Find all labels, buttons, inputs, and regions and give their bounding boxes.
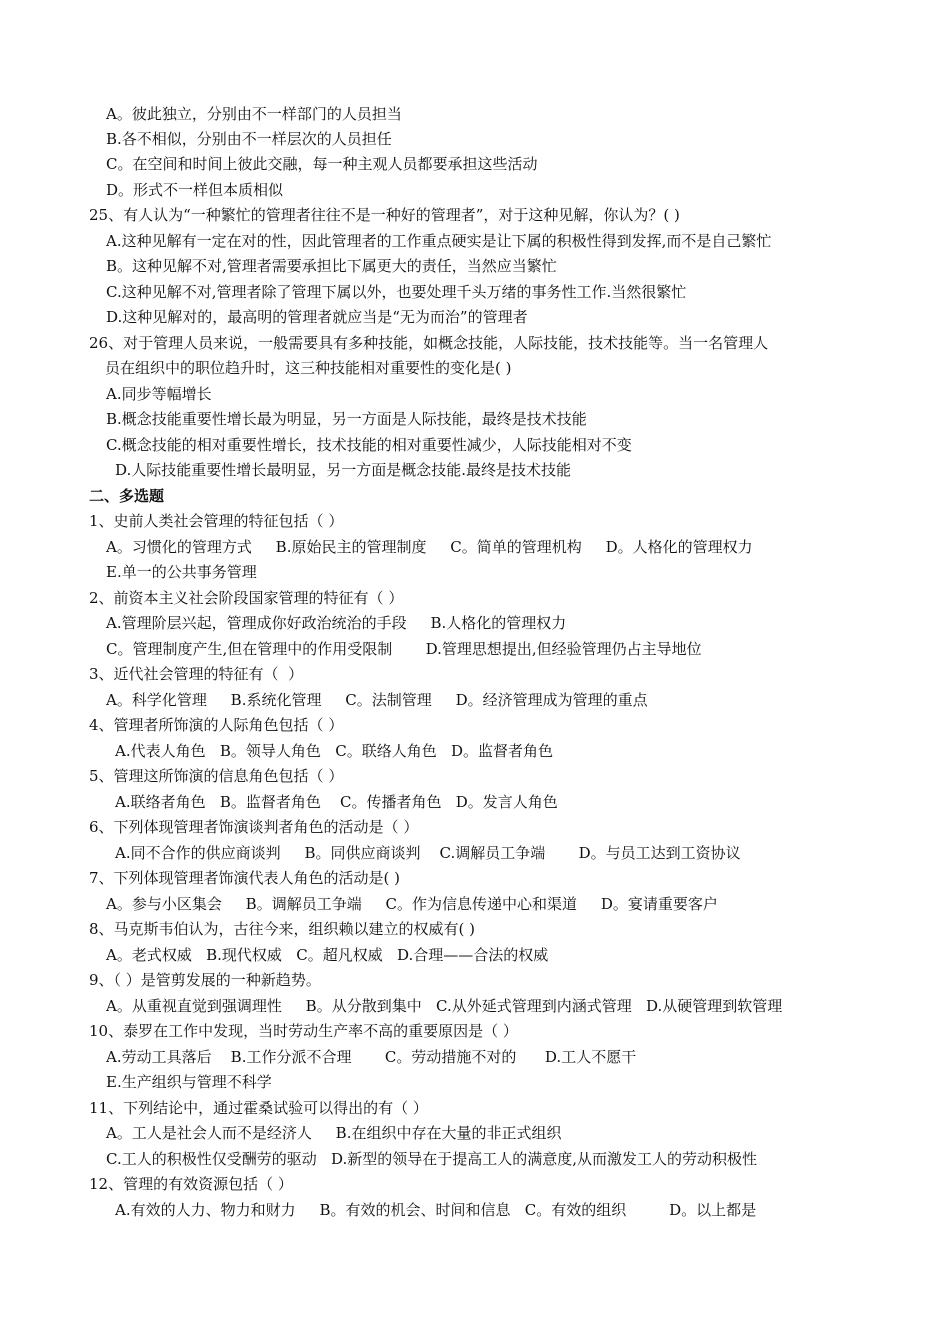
mc-question-9: 9、（ ）是管剪发展的一种新趋势。 xyxy=(89,971,321,989)
q24-option-a: A。彼此独立，分别由不一样部门的人员担当 xyxy=(106,105,402,123)
mc2-options-ab: A.管理阶层兴起，管理成你好政治统治的手段 B.人格化的管理权力 xyxy=(106,614,567,632)
mc3-options: A。科学化管理 B.系统化管理 C。法制管理 D。经济管理成为管理的重点 xyxy=(106,691,648,709)
q25-option-b: B。这种见解不对,管理者需要承担比下属更大的责任，当然应当繁忙 xyxy=(106,257,557,275)
q24-option-d: D。形式不一样但本质相似 xyxy=(106,181,284,199)
mc10-options: A.劳动工具落后 B.工作分派不合理 C。劳动措施不对的 D.工人不愿干 xyxy=(106,1048,637,1066)
q25-option-d: D.这种见解对的，最高明的管理者就应当是“无为而治”的管理者 xyxy=(106,308,528,326)
mc10-option-e: E.生产组织与管理不科学 xyxy=(106,1073,272,1091)
q24-option-b: B.各不相似，分别由不一样层次的人员担任 xyxy=(106,130,392,148)
mc-question-4: 4、管理者所饰演的人际角色包括（ ） xyxy=(89,716,344,734)
mc11-options-ab: A。工人是社会人而不是经济人 B.在组织中存在大量的非正式组织 xyxy=(106,1124,562,1142)
mc-question-10: 10、泰罗在工作中发现，当时劳动生产率不高的重要原因是（ ） xyxy=(89,1022,518,1040)
q24-option-c: C。在空间和时间上彼此交融，每一种主观人员都要承担这些活动 xyxy=(106,155,538,173)
q26-option-d: D.人际技能重要性增长最明显，另一方面是概念技能.最终是技术技能 xyxy=(115,461,572,479)
mc1-option-e: E.单一的公共事务管理 xyxy=(106,563,257,581)
mc1-options: A。习惯化的管理方式 B.原始民主的管理制度 C。简单的管理机构 D。人格化的管理权力 xyxy=(106,538,753,556)
mc7-options: A。参与小区集会 B。调解员工争端 C。作为信息传递中心和渠道 D。宴请重要客户 xyxy=(106,895,718,913)
mc-question-12: 12、管理的有效资源包括（ ） xyxy=(89,1175,293,1193)
q25-option-c: C.这种见解不对,管理者除了管理下属以外，也要处理千头万绪的事务性工作.当然很繁忙 xyxy=(106,283,687,301)
mc5-options: A.联络者角色 B。监督者角色 C。传播者角色 D。发言人角色 xyxy=(115,793,558,811)
mc9-options: A。从重视直觉到强调理性 B。从分散到集中 C.从外延式管理到内涵式管理 D.从硬管理到软管理 xyxy=(106,997,783,1015)
q25-option-a: A.这种见解有一定在对的性，因此管理者的工作重点硬实是让下属的积极性得到发挥,而不是自己繁忙 xyxy=(106,232,772,250)
mc-question-1: 1、史前人类社会管理的特征包括（ ） xyxy=(89,512,344,530)
mc-question-2: 2、前资本主义社会阶段国家管理的特征有（ ） xyxy=(89,589,404,607)
mc8-options: A。老式权威 B.现代权威 C。超凡权威 D.合理——合法的权威 xyxy=(106,946,549,964)
q26-option-b: B.概念技能重要性增长最为明显，另一方面是人际技能，最终是技术技能 xyxy=(106,410,587,428)
mc-question-11: 11、下列结论中，通过霍桑试验可以得出的有（ ） xyxy=(89,1099,428,1117)
mc-question-5: 5、管理这所饰演的信息角色包括（ ） xyxy=(89,767,344,785)
question-26-continued: 员在组织中的职位趋升时，这三种技能相对重要性的变化是( ) xyxy=(105,359,512,377)
q26-option-a: A.同步等幅增长 xyxy=(106,385,212,403)
mc-question-6: 6、下列体现管理者饰演谈判者角色的活动是（ ） xyxy=(89,818,419,836)
mc-question-7: 7、下列体现管理者饰演代表人角色的活动是( ) xyxy=(89,869,401,887)
question-26: 26、对于管理人员来说，一般需要具有多种技能，如概念技能，人际技能，技术技能等。当一名管理人 xyxy=(89,334,769,352)
mc2-options-cd: C。管理制度产生,但在管理中的作用受限制 D.管理思想提出,但经验管理仍占主导地位 xyxy=(106,640,702,658)
mc4-options: A.代表人角色 B。领导人角色 C。联络人角色 D。监督者角色 xyxy=(115,742,554,760)
mc-question-3: 3、近代社会管理的特征有（ ） xyxy=(89,665,304,683)
section-heading-multiple-choice: 二、多选题 xyxy=(89,487,165,505)
mc12-options: A.有效的人力、物力和财力 B。有效的机会、时间和信息 C。有效的组织 D。以上都是 xyxy=(115,1201,757,1219)
q26-option-c: C.概念技能的相对重要性增长，技术技能的相对重要性减少，人际技能相对不变 xyxy=(106,436,632,454)
question-25: 25、有人认为“一种繁忙的管理者往往不是一种好的管理者”，对于这种见解，你认为？( ) xyxy=(89,206,680,224)
mc6-options: A.同不合作的供应商谈判 B。同供应商谈判 C.调解员工争端 D。与员工达到工资协议 xyxy=(115,844,741,862)
mc-question-8: 8、马克斯韦伯认为，古往今来，组织赖以建立的权威有( ) xyxy=(89,920,476,938)
mc11-options-cd: C.工人的积极性仅受酬劳的驱动 D.新型的领导在于提高工人的满意度,从而激发工人的劳动积极性 xyxy=(106,1150,758,1168)
